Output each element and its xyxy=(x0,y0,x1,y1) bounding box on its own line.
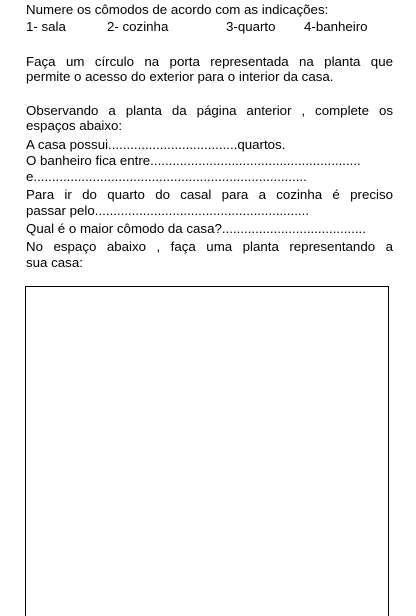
room-options xyxy=(26,19,416,34)
question-path-line-2: passar pelo.......................................................... xyxy=(26,203,310,218)
question-largest-room: Qual é o maior cômodo da casa?....................................... xyxy=(26,221,366,236)
option-banheiro: 4-banheiro xyxy=(304,19,368,34)
option-cozinha: 2- cozinha xyxy=(107,19,169,34)
observe-line-1: Observando a planta da página anterior , complete os xyxy=(26,103,393,118)
instruction-circle-line-2: permite o acesso do exterior para o interior da casa. xyxy=(26,69,334,84)
question-bathroom: O banheiro fica entre......................................................... xyxy=(26,153,361,168)
draw-instruction-line-1: No espaço abaixo , faça uma planta representando a xyxy=(26,239,393,254)
drawing-area[interactable] xyxy=(25,286,389,616)
instruction-circle-line-1: Faça um círculo na porta representada na planta que xyxy=(26,54,393,69)
instruction-number: Numere os cômodos de acordo com as indicações: xyxy=(26,2,329,17)
option-sala: 1- sala xyxy=(26,19,66,34)
draw-instruction-line-2: sua casa: xyxy=(26,255,83,270)
question-bedrooms: A casa possui...................................quartos. xyxy=(26,137,286,152)
question-bathroom-cont: e.......................................................................... xyxy=(26,169,307,184)
option-quarto: 3-quarto xyxy=(226,19,276,34)
observe-line-2: espaços abaixo: xyxy=(26,118,123,133)
question-path-line-1: Para ir do quarto do casal para a cozinha é preciso xyxy=(26,187,393,202)
